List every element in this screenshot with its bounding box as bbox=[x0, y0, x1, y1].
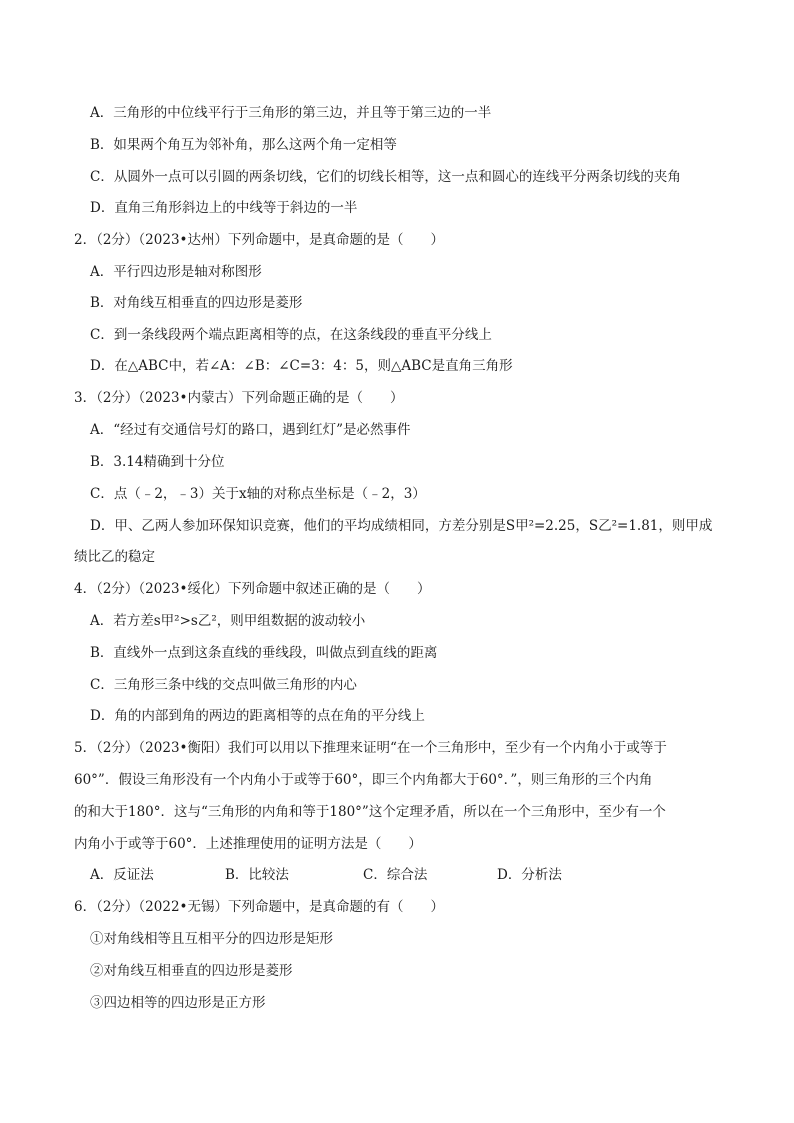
q4-option-d: D．角的内部到角的两边的距离相等的点在角的平分线上 bbox=[90, 708, 425, 724]
q6-item-1: ①对角线相等且互相平分的四边形是矩形 bbox=[90, 931, 333, 947]
q4-option-c: C．三角形三条中线的交点叫做三角形的内心 bbox=[90, 677, 357, 693]
q1-option-d: D．直角三角形斜边上的中线等于斜边的一半 bbox=[90, 200, 358, 216]
q5-options-row bbox=[90, 866, 650, 884]
q3-option-d-continuation: 绩比乙的稳定 bbox=[74, 549, 155, 565]
q4-option-b: B．直线外一点到这条直线的垂线段，叫做点到直线的距离 bbox=[90, 645, 438, 661]
q3-option-d: D．甲、乙两人参加环保知识竞赛，他们的平均成绩相同，方差分别是S甲²=2.25，S乙²=1.81，则甲成 bbox=[90, 518, 713, 534]
q1-option-c: C．从圆外一点可以引圆的两条切线，它们的切线长相等，这一点和圆心的连线平分两条切线的夹角 bbox=[90, 169, 681, 185]
q2-option-b: B．对角线互相垂直的四边形是菱形 bbox=[90, 295, 303, 311]
q4-option-a: A．若方差s甲²>s乙²，则甲组数据的波动较小 bbox=[90, 613, 366, 629]
q1-option-b: B．如果两个角互为邻补角，那么这两个角一定相等 bbox=[90, 137, 397, 153]
q5-stem-line-3: 的和大于180°．这与“三角形的内角和等于180°”这个定理矛盾，所以在一个三角形中，至少有一个 bbox=[74, 804, 666, 820]
q2-option-d: D．在△ABC中，若∠A：∠B：∠C=3：4：5，则△ABC是直角三角形 bbox=[90, 358, 513, 374]
q3-option-b: B．3.14精确到十分位 bbox=[90, 454, 225, 470]
q3-option-a: A．“经过有交通信号灯的路口，遇到红灯”是必然事件 bbox=[90, 422, 411, 438]
q5-stem-line-4: 内角小于或等于60°．上述推理使用的证明方法是（ ） bbox=[74, 836, 422, 852]
q6-item-2: ②对角线互相垂直的四边形是菱形 bbox=[90, 963, 293, 979]
q1-option-a: A．三角形的中位线平行于三角形的第三边，并且等于第三边的一半 bbox=[90, 105, 492, 121]
q5-stem-line-1: 5．（2分）（2023•衡阳）我们可以用以下推理来证明“在一个三角形中，至少有一个内角小于或等于 bbox=[74, 740, 667, 756]
q5-option-a: A．反证法 bbox=[90, 867, 154, 883]
q6-item-3: ③四边相等的四边形是正方形 bbox=[90, 995, 266, 1011]
q2-option-a: A．平行四边形是轴对称图形 bbox=[90, 264, 262, 280]
q5-stem-line-2: 60°”．假设三角形没有一个内角小于或等于60°，即三个内角都大于60°．”，则三角形的三个内角 bbox=[74, 772, 653, 788]
q2-stem: 2．（2分）（2023•达州）下列命题中，是真命题的是（ ） bbox=[74, 232, 444, 248]
q5-option-c: C．综合法 bbox=[363, 867, 428, 883]
q4-stem: 4．（2分）（2023•绥化）下列命题中叙述正确的是（ ） bbox=[74, 581, 431, 597]
q5-option-d: D．分析法 bbox=[497, 867, 562, 883]
q5-option-b: B．比较法 bbox=[225, 867, 289, 883]
q2-option-c: C．到一条线段两个端点距离相等的点，在这条线段的垂直平分线上 bbox=[90, 327, 492, 343]
q3-stem: 3．（2分）（2023•内蒙古）下列命题正确的是（ ） bbox=[74, 390, 404, 406]
q6-stem: 6．（2分）（2022•无锡）下列命题中，是真命题的有（ ） bbox=[74, 899, 444, 915]
q3-option-c: C．点（﹣2，﹣3）关于x轴的对称点坐标是（﹣2，3） bbox=[90, 486, 426, 502]
